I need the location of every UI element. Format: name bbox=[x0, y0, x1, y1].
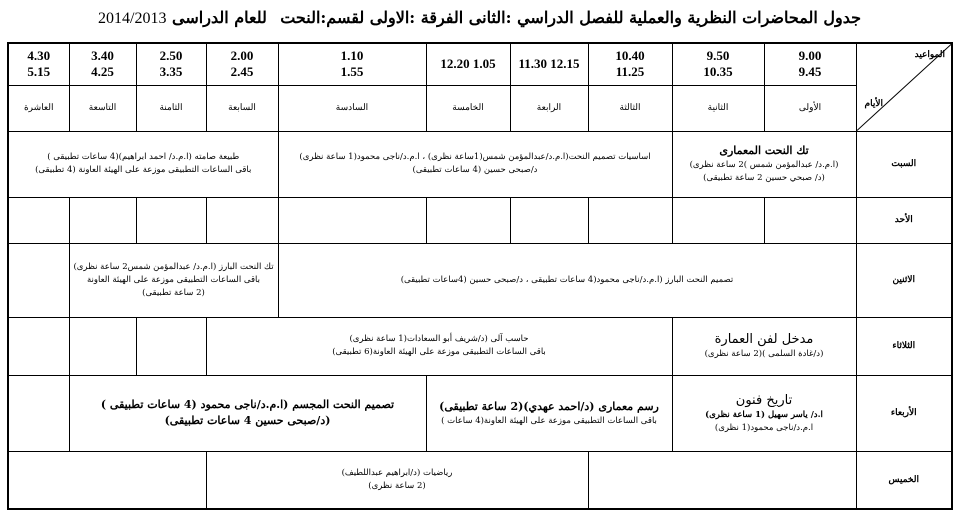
academic-year-label: للعام الدراسى bbox=[172, 8, 267, 27]
period-ordinal-10: العاشرة bbox=[8, 85, 69, 131]
period-time-5: 1.05 12.20 bbox=[426, 43, 510, 85]
class-cell: رسم معمارى (د/احمد عهدي)(2 ساعة تطبيقى) باقى الساعات التطبيقى موزعة على الهيئة العاونة(4 ساعات ) bbox=[426, 375, 672, 451]
day-label-sunday: الأحد bbox=[856, 197, 952, 243]
period-ordinal-2: الثانية bbox=[672, 85, 764, 131]
empty-cell bbox=[278, 197, 426, 243]
day-row-monday bbox=[8, 243, 952, 317]
period-ordinal-5: الخامسة bbox=[426, 85, 510, 131]
period-time-8: 2.50 3.35 bbox=[136, 43, 206, 85]
empty-cell bbox=[8, 197, 69, 243]
period-time-7: 2.00 2.45 bbox=[206, 43, 278, 85]
schedule-title-bar bbox=[0, 6, 957, 38]
empty-cell bbox=[136, 317, 206, 375]
day-label-thursday: الخميس bbox=[856, 451, 952, 509]
class-cell: تصميم النحت البارز (ا.م.د/ناجى محمود(4 ساعات تطبيقى ، د/صبحى حسين (4ساعات تطبيقى) bbox=[278, 243, 856, 317]
empty-cell bbox=[588, 451, 856, 509]
class-cell: تصميم النحت المجسم (ا.م.د/ناجى محمود (4 ساعات تطبيقى ) (د/صبحى حسين 4 ساعات تطبيقى) bbox=[69, 375, 426, 451]
day-label-tuesday: الثلاثاء bbox=[856, 317, 952, 375]
day-row-sunday bbox=[8, 197, 952, 243]
day-label-wednesday: الأربعاء bbox=[856, 375, 952, 451]
schedule-title: جدول المحاضرات النظرية والعملية للفصل الدراسي :الثانى الفرقة :الاولى لقسم:النحت bbox=[280, 8, 861, 27]
empty-cell bbox=[69, 197, 136, 243]
period-time-1: 9.00 9.45 bbox=[764, 43, 856, 85]
empty-cell bbox=[672, 197, 764, 243]
day-row-saturday bbox=[8, 131, 952, 197]
empty-cell bbox=[588, 197, 672, 243]
day-row-thursday bbox=[8, 451, 952, 509]
class-cell: حاسب آلى (د/شريف أبو السعادات(1 ساعة نظرى) باقى الساعات التطبيقى موزعة على الهيئة العاونة(6 تطبيقى) bbox=[206, 317, 672, 375]
period-time-2: 9.50 10.35 bbox=[672, 43, 764, 85]
header-times-row bbox=[8, 43, 952, 85]
period-time-3: 10.40 11.25 bbox=[588, 43, 672, 85]
academic-year bbox=[98, 8, 267, 28]
empty-cell bbox=[8, 243, 69, 317]
day-label-saturday: السبت bbox=[856, 131, 952, 197]
days-header-label: الأيام bbox=[864, 98, 883, 109]
class-cell: مدخل لفن العمارة (د/غادة السلمى )(2 ساعة نظرى) bbox=[672, 317, 856, 375]
empty-cell bbox=[8, 451, 206, 509]
day-label-monday: الاثنين bbox=[856, 243, 952, 317]
period-ordinal-4: الرابعة bbox=[510, 85, 588, 131]
class-cell: اساسيات تصميم النحت(ا.م.د/عبدالمؤمن شمس(1ساعة نظرى) ، ا.م.د/ناجى محمود(1 ساعة نظرى) د/صبحى حسين (4 ساعات تطبيقى) bbox=[278, 131, 672, 197]
period-time-9: 3.40 4.25 bbox=[69, 43, 136, 85]
empty-cell bbox=[206, 197, 278, 243]
period-time-10: 4.30 5.15 bbox=[8, 43, 69, 85]
period-ordinal-8: الثامنة bbox=[136, 85, 206, 131]
times-header-label: المواعيد bbox=[914, 50, 945, 60]
empty-cell bbox=[69, 317, 136, 375]
class-cell: رياضيات (د/ابراهيم عبداللطيف) (2 ساعة نظرى) bbox=[206, 451, 588, 509]
empty-cell bbox=[136, 197, 206, 243]
class-cell: طبيعة صامته (ا.م.د/ احمد ابراهيم)(4 ساعات تطبيقى ) باقى الساعات التطبيقى موزعة على الهيئة العاونة (4 تطبيقى) bbox=[8, 131, 278, 197]
schedule-table bbox=[7, 42, 953, 510]
academic-year-value: 2014/2013 bbox=[98, 10, 167, 27]
period-time-4: 12.15 11.30 bbox=[510, 43, 588, 85]
period-time-6: 1.10 1.55 bbox=[278, 43, 426, 85]
day-row-tuesday bbox=[8, 317, 952, 375]
period-ordinal-6: السادسة bbox=[278, 85, 426, 131]
empty-cell bbox=[426, 197, 510, 243]
period-ordinal-1: الأولى bbox=[764, 85, 856, 131]
period-ordinal-7: السابعة bbox=[206, 85, 278, 131]
day-row-wednesday bbox=[8, 375, 952, 451]
empty-cell bbox=[764, 197, 856, 243]
class-cell: تاريخ فنون ا.د/ ياسر سهيل (1 ساعة نظرى) ا.م.د/ناجى محمود(1 نظرى) bbox=[672, 375, 856, 451]
corner-header bbox=[856, 43, 952, 131]
class-cell: تك النحت المعمارى (ا.م.د/ عبدالمؤمن شمس )2 ساعة نظرى) (د/ صبحي حسين 2 ساعة تطبيقى) bbox=[672, 131, 856, 197]
period-ordinal-3: الثالثة bbox=[588, 85, 672, 131]
empty-cell bbox=[8, 375, 69, 451]
period-ordinal-9: التاسعة bbox=[69, 85, 136, 131]
empty-cell bbox=[510, 197, 588, 243]
class-cell: تك النحت البارز (ا.م.د/ عبدالمؤمن شمس2 ساعة نظرى) باقى الساعات التطبيقى موزعة على الهيئة العاونة (2 ساعة تطبيقى) bbox=[69, 243, 278, 317]
header-ordinals-row bbox=[8, 85, 952, 131]
empty-cell bbox=[8, 317, 69, 375]
